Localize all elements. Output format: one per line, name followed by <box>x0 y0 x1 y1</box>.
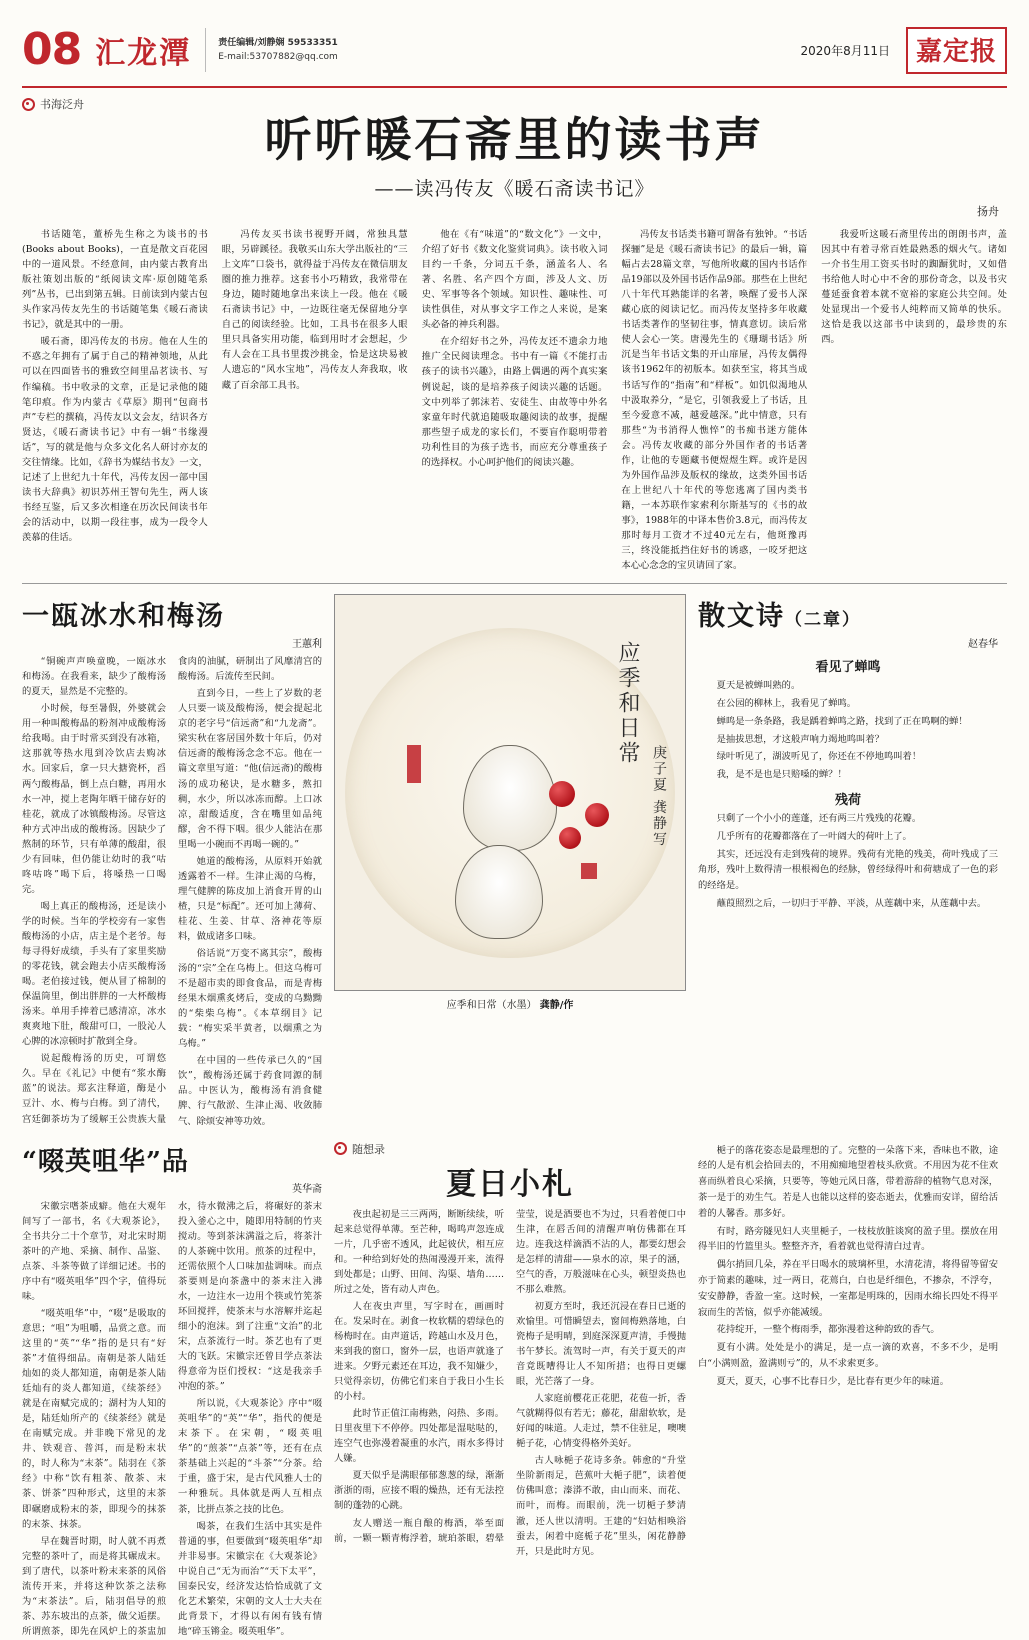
artwork-caption <box>334 996 686 1011</box>
article-title-main: 散文诗 <box>698 601 785 633</box>
subheadline: ——读冯传友《暖石斋读书记》 <box>374 178 655 201</box>
poem-body-2 <box>698 811 998 912</box>
paragraph: 在公园的柳林上，我看见了蝉鸣。 <box>716 697 857 709</box>
article-title: 一瓯冰水和梅汤 <box>22 601 225 633</box>
seal-icon <box>581 863 597 879</box>
poem-body-1 <box>698 678 998 783</box>
article-body <box>334 1207 686 1559</box>
contact-line-2: E-mail:53707882@qq.com <box>218 52 338 62</box>
kicker-label: 随想录 <box>352 1142 385 1156</box>
paragraph: 夜虫起初是三三两两，断断续续，听起来总觉得单薄。至芒种，喝鸣声忽连成一片，几乎密不透风，此起彼伏，相互应和。一种给到好处的热闹漫漫开来，流得到处都是；山野、田间、沟渠、墙角……所过之处，皆有动人声色。 <box>334 1208 504 1295</box>
paragraph: “铜碗声声唤童晚，一瓯冰水和梅汤。在我看来，缺少了酸梅汤的夏天，显然是不完整的。 <box>22 656 166 698</box>
contact-line-1: 责任编辑/刘静娴 59533351 <box>218 37 338 48</box>
cherry-illustration <box>559 827 581 849</box>
article-author: 赵春华 <box>968 639 998 651</box>
bottom-band <box>22 1141 1007 1640</box>
cherry-illustration <box>585 803 609 827</box>
artwork-inscription: 应季和日常 <box>615 641 640 767</box>
paragraph: 梔子的落花姿态是最理想的了。完整的一朵落下来，香味也不散，途经的人是有机会拾回去的，不用痴痴地望着枝头欣赏。不用因为花不住欢喜而纵着良心采摘，只要等，等她元风日落，带着游辞的植物气息对深，茶一是于的劝生气。若是人也能以这样的姿态逝去，优雅而安详，留给活着的人馨香。那多好。 <box>698 1144 998 1219</box>
artwork-caption-author: 龚静/作 <box>539 1000 574 1012</box>
contact-block <box>218 36 338 65</box>
paragraph: 人在夜虫声里，写字时在，画画时在。发呆时在。剥食一枚软糯的碧绿色的杨梅时在。由声道话，跨越山水及月色，来到我的窗口，窗外一层，也语声就逢了进来。夕野元素还在耳边，我不知嫌少，只觉得亲切，仿佛它们来自于我日小生长的小村。 <box>334 1300 504 1403</box>
paragraph: 绿叶听见了，湖波听见了，你还在不停地鸣叫着！ <box>716 751 922 763</box>
lead-col-3 <box>422 227 608 575</box>
paragraph: 喝上真正的酸梅汤，还是读小学的时候。当年的学校旁有一家售酸梅汤的小店，店主是个老爷。每每寻得好成绩，手头有了家里奖励的零花钱，就会跑去小店买酸梅汤喝。老伯接过钱，便从冒了棉制的保温筒里，倒出胖胖的一大杯酸梅汤来。单用手捧着已感清凉，冰水爽爽地下肚，酸甜可口，一股沁人心脾的冰凉顿时扩散到全身。 <box>22 900 166 1048</box>
paragraph: 宋徽宗嗜茶成癖。他在大观年间写了一部书，名《大观茶论》，全书共分二十个章节，对北宋时期茶叶的产地、采摘、制作、品鉴、点茶、斗茶等做了详细记述。书的序中有“啜英咀华”四个字，值得玩味。 <box>22 1200 166 1302</box>
paragraph: 我，是不是也是只赔嗓的蝉？！ <box>716 769 847 781</box>
paragraph: 有时，路旁隧见妇人夹里梔子，一枝枝放脏谈窝的盈子里。摆放在用得半旧的竹篮里头。整整齐齐，看着就也觉得清白过青。 <box>698 1225 998 1253</box>
lead-col-5 <box>821 227 1007 575</box>
paragraph: 友人赠送一瓶自酿的梅酒，举至面前，一颗一颗青梅浮着，琥珀茶眼，碧晕莹莹，说是酒要也不为过，只看着便口中生津，在唇舌间的清醒声响仿佛都在耳边。连我这样滴酒不沾的人，都要幻想会是怎样的清甜——泉水的凉，果子的涵，空气的香，万般滋味在心头，顿望炎热也不那么难熬。 <box>334 1208 686 1544</box>
article-body <box>22 1199 322 1640</box>
artwork-signature: 庚子夏 龚静写 <box>651 745 667 848</box>
lead-col-1 <box>22 227 208 575</box>
page-title: 听听暖石斋里的读书声 <box>264 113 765 168</box>
paragraph: 小时候，每至暑假，外婆就会用一种叫酸梅晶的粉剂冲成酸梅汤给我喝。由于时常买到没有冰箱，这那就等热水甩到冷饮店去购冰水。回家后，拿一只大搪瓷杯，舀两勺酸梅晶，倒上点白糖，再用水水一冲，搅上老陶年晒干储存好的桂花，就成了冰镇酸梅汤。尽管这种方式冲出成的酸梅汤。因缺少了熬制的环节，只有单薄的酸甜，很少有回味，但仍能让幼时的我“咕咚咕咚”喝下后，将嗓热一口喝完。 <box>22 703 166 895</box>
article-tea <box>22 1141 322 1640</box>
article-body-continued <box>698 1143 998 1390</box>
article-title <box>698 594 998 633</box>
article-meitang <box>22 594 322 1128</box>
paragraph: 喝茶，在我们生活中其实是件普通的事，但要做到“啜英咀华”却并非易事。宋徽宗在《大观茶论》中说自己“无为而治”“天下太平”，国泰民安，经济发达恰恰成就了文化艺术繁荣，宋朝的文人士大夫在此背景下，才得以有闲有钱有情地“碎玉锵金。啜英咀华”。 <box>178 1520 322 1637</box>
paragraph: 冯传友买书读书视野开阔，常独具慧眼，另辟蹊径。我敬买山东大学出版社的“三上文库”口袋书，就得益于冯传友在微信朋友圈的推力推荐。这套书小巧精致，我常带在身边，随时随地拿出来读上一段。他在《暖石斋读书记》中，一边既往毫无保留地分享自己的阅读经验。比如，工具书在很多人眼里只具备实用功能，临到用时才会想起，少有人会在工具书里拨沙挑金，恰是这块易被人遗忘的“风水宝地”，冯传友人奔我取，收藏了百余部工具书。 <box>221 229 408 391</box>
article-title-sub: （二章） <box>785 610 861 631</box>
poem-subtitle-1: 看见了蝉鸣 <box>815 660 881 676</box>
divider <box>22 583 1007 584</box>
bullet-icon <box>22 98 35 111</box>
masthead <box>22 14 1007 88</box>
paragraph: 所以说，《大观茶论》序中“啜英咀华”的“英”“华”，指代的便是末茶下。在宋朝，“啜英咀华”的“煎茶”“点茶”等，还有在点茶基础上兴起的“斗茶”“分茶。给于重，盛于宋，是古代风雅人士的一种雅玩。具体就是两人互相点茶，比拼点茶之技的比色。 <box>178 1398 322 1515</box>
paragraph: 花持绽开，一整个梅雨季，都弥漫着这种韵致的香气。 <box>716 1324 940 1336</box>
article-title: “啜英咀华”品 <box>22 1146 189 1177</box>
lead-col-4 <box>621 227 807 575</box>
paragraph: 人家庭前樱花正花肥，花苞一折，香气就糊得似有若无；藤花，甜甜软软，是好闻的味道。人走过，禁不住驻足，噢噢梔子花，心情变得格外美好。 <box>516 1393 686 1450</box>
lead-col-2 <box>222 227 408 575</box>
paragraph: 他在《有“味道”的“数文化”》一文中，介绍了好书《数文化鉴赏词典》。读书收入词目约一千条，分词五千条，涵盖名人、名著、名胜、名产四个方面，涉及人文、历史、军事等各个领域。知识性、趣味性、可读性俱佳，对从事文字工作之人来说，是案头必备的神兵利器。 <box>421 229 608 331</box>
paragraph: 几乎所有的花瓣都落在了一叶阔大的荷叶上了。 <box>716 830 912 842</box>
kicker-book-column <box>22 96 1029 112</box>
paragraph: 初夏方至时，我还沉浸在春日已逝的欢愉里。可惜瞬望去，窗间梅熟落地，白瓷梅子是明晴，到庭深深夏声清，手慢抛书午梦长。流驾时一声，有关于夏天的声音竟既嘈得让人不知所措；也得日更螺眼，光芒落了一身。 <box>516 1300 686 1388</box>
paragraph: 只剩了一个小小的莲蓬，还有两三片残残的花瓣。 <box>716 812 922 824</box>
publication-date: 2020年8月11日 <box>800 43 890 58</box>
middle-band <box>22 594 1007 1128</box>
paragraph: 我爱听这暖石斋里传出的朗朗书声，盖因其中有着寻常百姓最熟悉的烟火气。诸如一介书生用工资买书时的踟蹰犹时，又如借书给他人时心中不舍的那份奇念，以及书灾蔓延蚕食着本就不宽裕的家庭公共空间。处处显现出一个爱书人纯粹而又简单的快乐。这恰是我以这部书中读到的，最珍贵的东西。 <box>821 229 1007 346</box>
artwork-caption-title: 应季和日常（水墨） <box>446 1000 537 1012</box>
article-author: 英华斋 <box>292 1183 322 1195</box>
lead-byline: 扬舟 <box>977 205 999 219</box>
paragraph: 冯传友书话类书籍可谓备有独钟。“书话探骊”是是《暖石斋读书记》的最后一辑，篇幅占去28篇文章，写他所收藏的国内书话作品19部以及外国书话作品9部。那些在上世纪八十年代耳熟能详的名著，唤醒了爱书人深藏心底的阅读记忆。而冯传友坚持多年收藏书话类著作的坚韧往事，情真意切。读后常使人会心一笑。唐漫先生的《珊瑚书话》所沉是当年书话文集的开山扉屉，冯传友偶得该书1962年的初版本。如获至宝，将其当成书话写作的“指南”和“样板”。如饥似渴地从中汲取养分，“是它，引领我爱上了书话，且至今爱意不减，越爱越深。”此中情意，只有那些“为书消得人憔悴”的书痴书迷方能体会。冯传友收藏的部分外国作者的书话著作，让他的专题藏书便煜煜生辉。或许是因为外国作品涉及版权的缘故，这类外国书话在上世纪八十年代的等您逃离了国内类书籍，一本苏联作家索利尔斯基写的《书的故事》，1988年的中译本售价3.8元，而冯传友那时每月工资才不过40元左右，他斑豫再三，终没能抵挡住好书的诱惑，一咬牙把这本心心念念的宝贝请回了家。 <box>621 229 808 572</box>
seal-icon <box>407 745 421 783</box>
paragraph: 她道的酸梅汤，从原料开始就透露着不一样。生津止渴的乌梅，理气健脾的陈皮加上消食开胃的山楂，只是“标配”。还可加上薄荷、桂花、生姜、甘草、洛神花等原料，做成诸多口味。 <box>178 855 322 942</box>
paragraph: 是抽拔思想，才这般声响力竭地鸣叫着？ <box>716 733 884 745</box>
paragraph: 夏有小满。处处是小的满足，是一点一滴的欢喜，不多不少，是明白“小满则盈，盈满则亏”的，从不求索更多。 <box>698 1342 998 1369</box>
kicker-musings <box>334 1141 686 1157</box>
paragraph: 俗话说“万变不离其宗”，酸梅汤的“宗”全在乌梅上。但这乌梅可不是超市卖的即食食品，而是青梅经果木烟熏炙烤后，变成的乌黝黝的“柴柴乌梅”。《本草纲目》记载：“梅实采半黄者，以烟熏之为乌梅。” <box>178 948 322 1050</box>
paragraph: 此时节正值江南梅熟，闷热、多雨。日里夜里下不停停。四处都是湿哒哒的，连空气也弥漫着凝重的水汽，雨水多得讨人嫌。 <box>334 1408 504 1465</box>
paragraph: 早在魏晋时期，时人就不再煮完整的茶叶了，而是将其碾成末。到了唐代，以茶叶粉末来茶的风俗流传开来，并将这种饮茶之法称为“末茶法”。后，陆羽倡导的煎茶、苏东坡出的点茶，做父逅摆。所谓煎茶，即先在风炉上的茶盅加水，待水微沸之后，将碾好的茶末投入釜心之中，随即用特制的竹夹搅动。等到茶沫满溢之后，将茶汁的人茶碗中饮用。煎茶的过程中，还需依照个人口味加盐调味。而点茶要则是向茶盏中的茶末注入沸水，一边注水一边用个筷或竹筅茶环回搅拌，使茶末与水溶解并迄起细小的泡沫。到了注重“文治”的北宋，点茶流行一时。茶艺也有了更大的飞跃。宋徽宗还曾目学点茶法得意帝为臣们授权：“这是我亲手冲泡的茶。” <box>22 1200 322 1637</box>
paragraph: 蝉鸣是一条条路，我是踽着蝉鸣之路，找到了正在鸣啊的蝉！ <box>716 715 968 727</box>
newspaper-page <box>0 14 1029 1637</box>
paragraph: 暖石斋，即冯传友的书房。他在人生的不惑之年拥有了属于自己的精神领地，从此可以在四面皆书的雅致空间里品茗读书、写作编稿。书中收录的文章，正是记录他的随笔印痕。作为内蒙古《草原》期刊“包商书声”专栏的撰稿，冯传友以文会友，结识各方贤达，《暖石斋读书记》中有一辑“书缘漫话”，写的就是他与众多文化名人研讨亦友的交往情缘。比如，《辞书为媒结书友》一文，记述了上世纪九十年代，冯传友因一部中国读书大辞典》初识苏州王智句先生，两人该书经互鉴，后又多次相逢在历次民间读书年会的活动中，以期一段往事，成为一段令人羡慕的佳话。 <box>22 336 208 543</box>
paragraph: “啜英咀华”中，“啜”是吸取的意思；“咀”为咀嚼，品赏之意。而这里的“英”“华”指的是只有“好茶”才值得细品。南朝是茶人陆廷灿如的炎人都知道，南朝是茶人陆廷灿有的炎人都知道，《续茶经》就是在南赋完成的；湖村为人知的是，陆廷灿所产的《续茶经》就是在南赋完成。并非晚下常见的龙井、铁观音、普洱，而是粉末状的，时人称为“末茶”。陆羽在《茶经》中称“饮有粗茶、散茶、末茶、饼茶”四种形式，这里的末茶即碾磨成粉末的茶，即现今的抹茶的末茶、抹茶。 <box>22 1307 166 1530</box>
poem-subtitle-2: 残荷 <box>834 792 861 808</box>
paragraph: 夏天是被蝉叫熟的。 <box>716 680 801 692</box>
kicker-label: 书海泛舟 <box>40 98 84 111</box>
paragraph: 其实，还远没有走到残荷的境界。残荷有光艳的残美，荷叶残成了三角形，残叶上数得清一根根褐色的经脉，曾经绿得叶和荷塘成了一色的彩的经络是。 <box>698 848 998 892</box>
paragraph: 古人咏梔子花诗多条。韩愈的“升堂坐阶新雨足，芭蕉叶大梔子肥”，读着便仿佛叫意；溱漭不敢，由山而来、而花、而叶，而梅。而眼前，洗一切梔子梦清澈，还人世以清明。王建的“妇姑相唤浴蚕去，闲着中庭栀子花”里头，闲花静静开，只是此时方见。 <box>516 1455 686 1557</box>
page-number: 08 <box>22 24 82 75</box>
paragraph: 夏天，夏天，心事不比春日少，是比春有更少年的味道。 <box>716 1375 950 1387</box>
artwork-frame <box>334 594 686 991</box>
article-summer-notes <box>334 1141 686 1640</box>
artwork-block <box>334 594 686 1128</box>
paragraph: 在介绍好书之外，冯传友还不遗余力地推广全民阅读理念。书中有一篇《不能打击孩子的读书兴趣》，由路上偶遇的两个真实案例说起，谈的是培养孩子阅读兴趣的话题。文中列举了郭沫若、安徒生、由故等中外名家童年时代就追随吸取趣阅读的故事，提醒那些望子成龙的家长们，不要盲作聪明带着功利性目的为孩子选书，而应充分尊重孩子的选择权。小心呵护他们的阅读兴趣。 <box>421 336 608 468</box>
article-title: 夏日小札 <box>446 1166 574 1202</box>
lead-body <box>22 227 1007 575</box>
paper-logo: 嘉定报 <box>906 27 1007 74</box>
paragraph: 偶尔捎回几朵，养在平日喝水的玻璃杯里，水清花清，将得留等留安亦于简素的趣味，过一两日，花蔫白，白也是纤细色，不掺杂，不浮夸，安安静静，香盈一室。这时候，一室都是明珠的，因雨水绵长四处不得平寂而生的苦恼，似乎亦能减缓。 <box>698 1259 998 1318</box>
section-name: 汇龙潭 <box>95 28 206 72</box>
article-summer-notes-cont <box>698 1141 998 1640</box>
paragraph: 在中国的一些传承已久的“国饮”，酸梅汤还属于药食同源的制品。中医认为，酸梅汤有消食健脾、行气散淤、生津止渴、收敛肺气、除烦安神等功效。 <box>178 1055 322 1127</box>
paragraph: 直到今日，一些上了岁数的老人只要一谈及酸梅汤，便会提起北京的老字号“信远斋”和“九龙斋”。梁实秋在客居国外数十年后，仍对信远斋的酸梅汤念念不忘。他在一篇文章里写道：“他(信远斋)的酸梅汤的成功秘诀，是水糖多，熬扣稠，水少，所以冰冻而醇。上口冰凉，甜酸适度，含在嘴里如品纯醪，舍不得下咽。很少人能沾在那里喝一小碗而不再喝一碗的。” <box>178 688 322 850</box>
paragraph: 蘸葭照烈之后，一切归于平静、平淡，从莲藕中来，从莲藕中去。 <box>716 897 987 909</box>
paragraph: 夏天似乎是满眼郁郁葱葱的绿，渐渐浙浙的雨，应接不暇的燥热，还有无法控制的蓬勃的心跳。 <box>334 1470 504 1512</box>
bullet-icon <box>334 1142 347 1155</box>
article-author: 王蕙利 <box>292 639 322 651</box>
article-prose-poem <box>698 594 998 1128</box>
paragraph: 说起酸梅汤的历史，可谓悠久。早在《礼记》中便有“浆水酶蓝”的说法。郑玄注释道，酶是小豆汁、水、梅与白梅。到了清代，宫廷御茶坊为了缓解王公贵族大量食肉的油腻，研制出了风靡清宫的酸梅汤。后流传至民间。 <box>22 656 322 1125</box>
article-body <box>22 654 322 1128</box>
cherry-illustration <box>549 781 575 807</box>
paragraph: 书话随笔，董桥先生称之为谈书的书(Books about Books)，一直是散文百花园中的一道风景。不经意间，由内蒙古教育出版社策划出版的“纸阅读文库·原创随笔系列”丛书，已出到第五辑。日前读到内蒙古包头作家冯传友先生的书话随笔集《暖石斋读书记》，就是其中的一册。 <box>22 229 208 331</box>
